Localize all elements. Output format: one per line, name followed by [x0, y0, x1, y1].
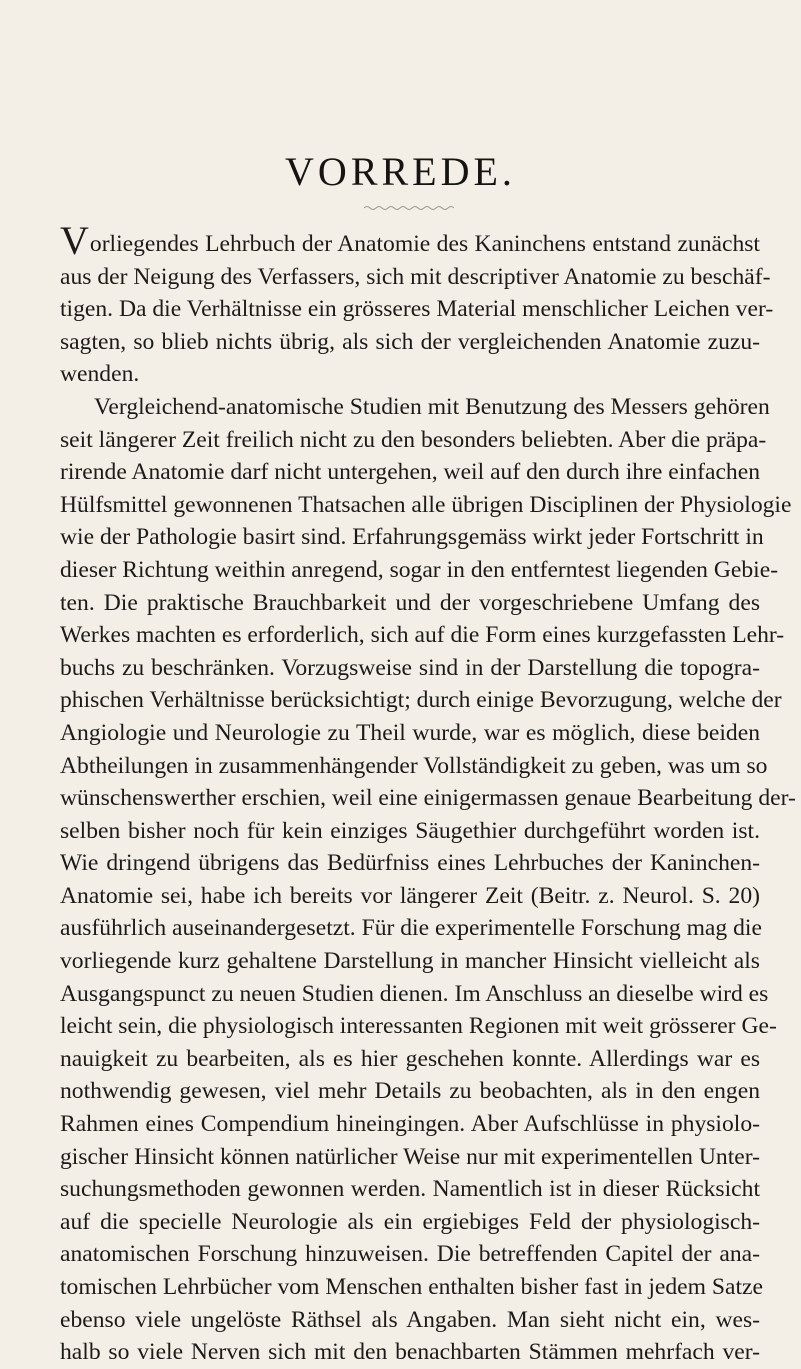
text-line: aus der Neigung des Verfassers, sich mit descriptiver Anatomie zu beschäf-: [60, 263, 771, 290]
text-line: Abtheilungen in zusammenhängender Vollständigkeit zu geben, was um so: [60, 752, 768, 779]
text-line: Rahmen eines Compendium hineingingen. Aber Aufschlüsse in physiolo-: [60, 1111, 760, 1138]
text-line: ausführlich auseinandergesetzt. Für die experimentelle Forschung mag die: [60, 915, 762, 942]
text-line: leicht sein, die physiologisch interessanten Regionen mit weit grösserer Ge-: [60, 1013, 777, 1040]
text-line: wie der Pathologie basirt sind. Erfahrungsgemäss wirkt jeder Fortschritt in: [60, 524, 764, 551]
text-line: ebenso viele ungelöste Räthsel als Angaben. Man sieht nicht ein, wes-: [60, 1306, 760, 1333]
text-line: vorliegende kurz gehaltene Darstellung in mancher Hinsicht vielleicht als: [60, 948, 760, 975]
text-line: sagten, so blieb nichts übrig, als sich der vergleichenden Anatomie zuzu-: [60, 328, 760, 355]
text-line: Angiologie und Neurologie zu Theil wurde, war es möglich, diese beiden: [60, 719, 760, 746]
text-line: [60, 218, 760, 263]
text-line: tomischen Lehrbücher vom Menschen enthalten bisher fast in jedem Satze: [60, 1274, 763, 1300]
text-line: dieser Richtung weithin anregend, sogar in den entferntest liegenden Gebie-: [60, 556, 779, 583]
ornament-divider: [364, 205, 454, 211]
text-line: Anatomie sei, habe ich bereits vor längerer Zeit (Beitr. z. Neurol. S. 20): [60, 882, 760, 909]
page-title: VORREDE.: [285, 149, 516, 194]
text-line: suchungsmethoden gewonnen werden. Namentlich ist in dieser Rücksicht: [60, 1176, 760, 1203]
text-line: tigen. Da die Verhältnisse ein grösseres Material menschlicher Leichen ver-: [60, 296, 774, 323]
text-line: selben bisher noch für kein einziges Säugethier durchgeführt worden ist.: [60, 817, 760, 844]
text-line: Wie dringend übrigens das Bedürfniss eines Lehrbuches der Kaninchen-: [60, 850, 760, 877]
text-line: nauigkeit zu bearbeiten, als es hier geschehen konnte. Allerdings war es: [60, 1045, 760, 1072]
text-line: gischer Hinsicht können natürlicher Weise nur mit experimentellen Unter-: [60, 1143, 760, 1170]
text-line: Vergleichend-anatomische Studien mit Benutzung des Messers gehören: [94, 393, 770, 420]
text-line: rirende Anatomie darf nicht untergehen, weil auf den durch ihre einfachen: [60, 459, 760, 486]
text-line: wünschenswerther erschien, weil eine einigermassen genaue Bearbeitung der-: [60, 785, 796, 812]
initial-letter: V: [60, 218, 89, 263]
text-line: anatomischen Forschung hinzuweisen. Die betreffenden Capitel der ana-: [60, 1241, 760, 1268]
text-line: seit längerer Zeit freilich nicht zu den besonders beliebten. Aber die präpa-: [60, 426, 767, 453]
text-line: buchs zu beschränken. Vorzugsweise sind in der Darstellung die topogra-: [60, 654, 760, 681]
line-text: orliegendes Lehrbuch der Anatomie des Kaninchens entstand zunächst: [89, 231, 760, 257]
text-line: phischen Verhältnisse berücksichtigt; durch einige Bevorzugung, welche der: [60, 687, 782, 714]
text-line: auf die specielle Neurologie als ein ergiebiges Feld der physiologisch-: [60, 1208, 760, 1235]
text-line: Werkes machten es erforderlich, sich auf die Form eines kurzgefassten Lehr-: [60, 622, 785, 649]
text-line: Ausgangspunct zu neuen Studien dienen. Im Anschluss an dieselbe wird es: [60, 980, 769, 1007]
preface-text: [60, 218, 796, 1369]
text-line: wenden.: [60, 361, 140, 388]
text-line: halb so viele Nerven sich mit den benachbarten Stämmen mehrfach ver-: [60, 1339, 760, 1366]
text-line: Hülfsmittel gewonnenen Thatsachen alle übrigen Disciplinen der Physiologie: [60, 491, 792, 518]
text-line: nothwendig gewesen, viel mehr Details zu beobachten, als in den engen: [60, 1078, 760, 1105]
text-line: ten. Die praktische Brauchbarkeit und der vorgeschriebene Umfang des: [60, 589, 760, 616]
